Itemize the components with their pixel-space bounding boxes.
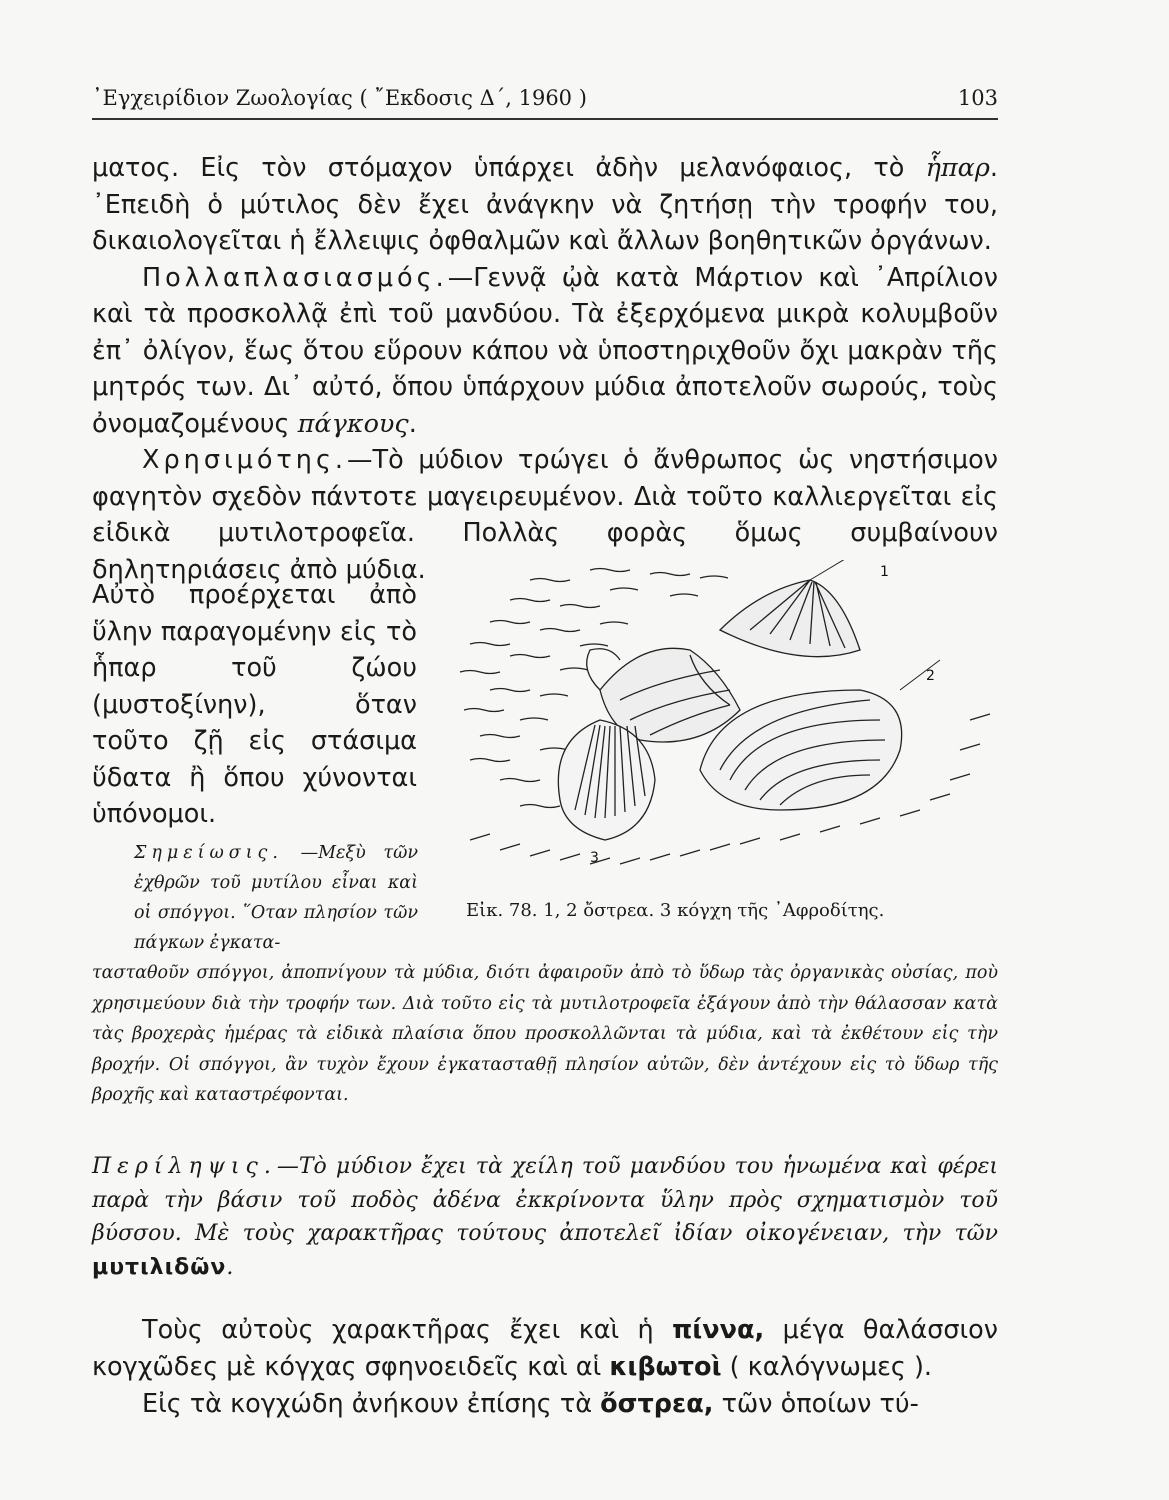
summary-paragraph — [92, 1150, 998, 1284]
bold-term: κιβωτοὶ — [609, 1352, 722, 1382]
figure-label-1: 1 — [880, 564, 889, 580]
paragraph-text: —Τὸ μύδιον τρώγει ὁ ἄνθρωπος ὡς νηστήσιμον φαγητὸν σχεδὸν πάντοτε μαγειρευμένον. Διὰ τοῦτο καλλιεργεῖται εἰς εἰδικὰ μυτιλοτροφεῖα. Πολλὰς φορὰς ὅμως συμβαίνουν δηλητηριάσεις ἀπὸ μύδια. — [92, 445, 998, 585]
italic-term: ἧπαρ — [925, 153, 990, 183]
paragraph-text: Εἰς τὰ κογχώδη ἀνήκουν ἐπίσης τὰ — [142, 1389, 593, 1419]
note-heading: Σημείωσις. — [134, 843, 283, 863]
bold-term: μυτιλιδῶν — [92, 1254, 227, 1280]
float-text-column — [92, 577, 417, 833]
figure-label-2: 2 — [926, 668, 935, 684]
paragraph-text: Τοὺς αὐτοὺς χαρακτῆρας ἔχει καὶ ἡ — [142, 1315, 654, 1345]
paragraph-pinna — [92, 1312, 998, 1386]
page-number: 103 — [957, 86, 998, 110]
paragraph-text: ματος. Εἰς τὸν στόμαχον ὑπάρχει ἀδὴν μελανόφαιος, τὸ — [92, 153, 905, 183]
note-continuation — [92, 958, 998, 1111]
paragraph-reproduction — [92, 260, 998, 443]
paragraph-text: τῶν ὁποίων τύ- — [721, 1389, 919, 1419]
running-title: ᾿Εγχειρίδιον Ζωολογίας ( ῎Εκδοσις Δ΄, 1960 ) — [92, 86, 587, 110]
paragraph-text: . — [408, 408, 417, 439]
paragraph-text: ( καλόγνωμες ). — [729, 1352, 933, 1382]
bold-term: ὄστρεα, — [600, 1389, 714, 1419]
section-heading: Πολλαπλασιασμός. — [142, 262, 448, 293]
note-text: τασταθοῦν σπόγγοι, ἀποπνίγουν τὰ μύδια, διότι ἀφαιροῦν ἀπὸ τὸ ὕδωρ τὰς ὀργανικὰς οὐσίας, ποὺ χρησιμεύουν διὰ τὴν τροφήν των. Διὰ τοῦτο εἰς τὰ μυτιλοτροφεῖα ἐξάγουν ἀπὸ τὴν θάλασσαν κατὰ τὰς βροχερὰς ἡμέρας τὰ εἰδικὰ πλαίσια ὅπου προσκολλῶνται τὰ μύδια, καὶ τὰ ἐκθέτουν εἰς τὴν βροχήν. Οἱ σπόγγοι, ἂν τυχὸν ἔχουν ἐγκατασταθῇ πλησίον αὐτῶν, δὲν ἀντέχουν εἰς τὸ ὕδωρ τῆς βροχῆς καὶ καταστρέφονται. — [92, 963, 998, 1105]
note-column — [134, 838, 418, 958]
figure-label-3: 3 — [590, 850, 599, 866]
main-text — [92, 150, 998, 588]
paragraph-oysters — [92, 1386, 998, 1423]
paragraph-text: —Γεννᾷ ᾠὰ κατὰ Μάρτιον καὶ ᾿Απρίλιον καὶ τὰ προσκολλᾷ ἐπὶ τοῦ μανδύου. Τὰ ἐξερχόμενα μικρὰ κολυμβοῦν ἐπ᾿ ὀλίγον, ἕως ὅτου εὕρουν κάπου νὰ ὑποστηριχθοῦν ὄχι μακρὰν τῆς μητρός των. Δι᾿ αὐτό, ὅπου ὑπάρχουν μύδια ἀποτελοῦν σωρούς, τοὺς ὀνομαζομένους — [92, 262, 998, 439]
summary-heading: Περίληψις. — [92, 1154, 277, 1179]
paragraph-text: Αὐτὸ προέρχεται ἀπὸ ὕλην παραγομένην εἰς τὸ ἧπαρ τοῦ ζώου (μυστοξίνην), ὅταν τοῦτο ζῇ εἰς στάσιμα ὕδατα ἢ ὅπου χύνονται ὑπόνομοι. — [92, 580, 417, 829]
note-text: —Μεξὺ τῶν ἐχθρῶν τοῦ μυτίλου εἶναι καὶ οἱ σπόγγοι. ῞Οταν πλησίον τῶν πάγκων ἐγκατα- — [134, 843, 418, 953]
figure-caption: Εἰκ. 78. 1, 2 ὄστρεα. 3 κόγχη τῆς ᾿Αφροδίτης. — [466, 900, 885, 921]
paragraph-text: μέγα θαλάσσιον κογχῶδες μὲ κόγχας σφηνοειδεῖς καὶ αἱ — [92, 1315, 999, 1382]
page-header — [92, 84, 998, 120]
summary-text: . — [226, 1254, 234, 1280]
paragraph-stomach — [92, 150, 998, 260]
section-heading: Χρησιμότης. — [142, 445, 348, 475]
summary-text: —Τὸ μύδιον ἔχει τὰ χείλη τοῦ μανδύου του ἡνωμένα καὶ φέρει παρὰ τὴν βάσιν τοῦ ποδὸς ἀδένα ἐκκρίνοντα ὕλην πρὸς σχηματισμὸν τοῦ βύσσου. Μὲ τοὺς χαρακτῆρας τούτους ἀποτελεῖ ἰδίαν οἰκογένειαν, τὴν τῶν — [92, 1154, 998, 1246]
bold-term: πίννα, — [672, 1315, 765, 1345]
shells-illustration — [450, 560, 998, 880]
final-paragraph — [92, 1312, 998, 1423]
paragraph-text: . ᾿Επειδὴ ὁ μύτιλος δὲν ἔχει ἀνάγκην νὰ ζητήσῃ τὴν τροφήν του, δικαιολογεῖται ἡ ἔλλειψις ὀφθαλμῶν καὶ ἄλλων βοηθητικῶν ὀργάνων. — [92, 153, 998, 256]
italic-term: πάγκους — [297, 408, 409, 439]
